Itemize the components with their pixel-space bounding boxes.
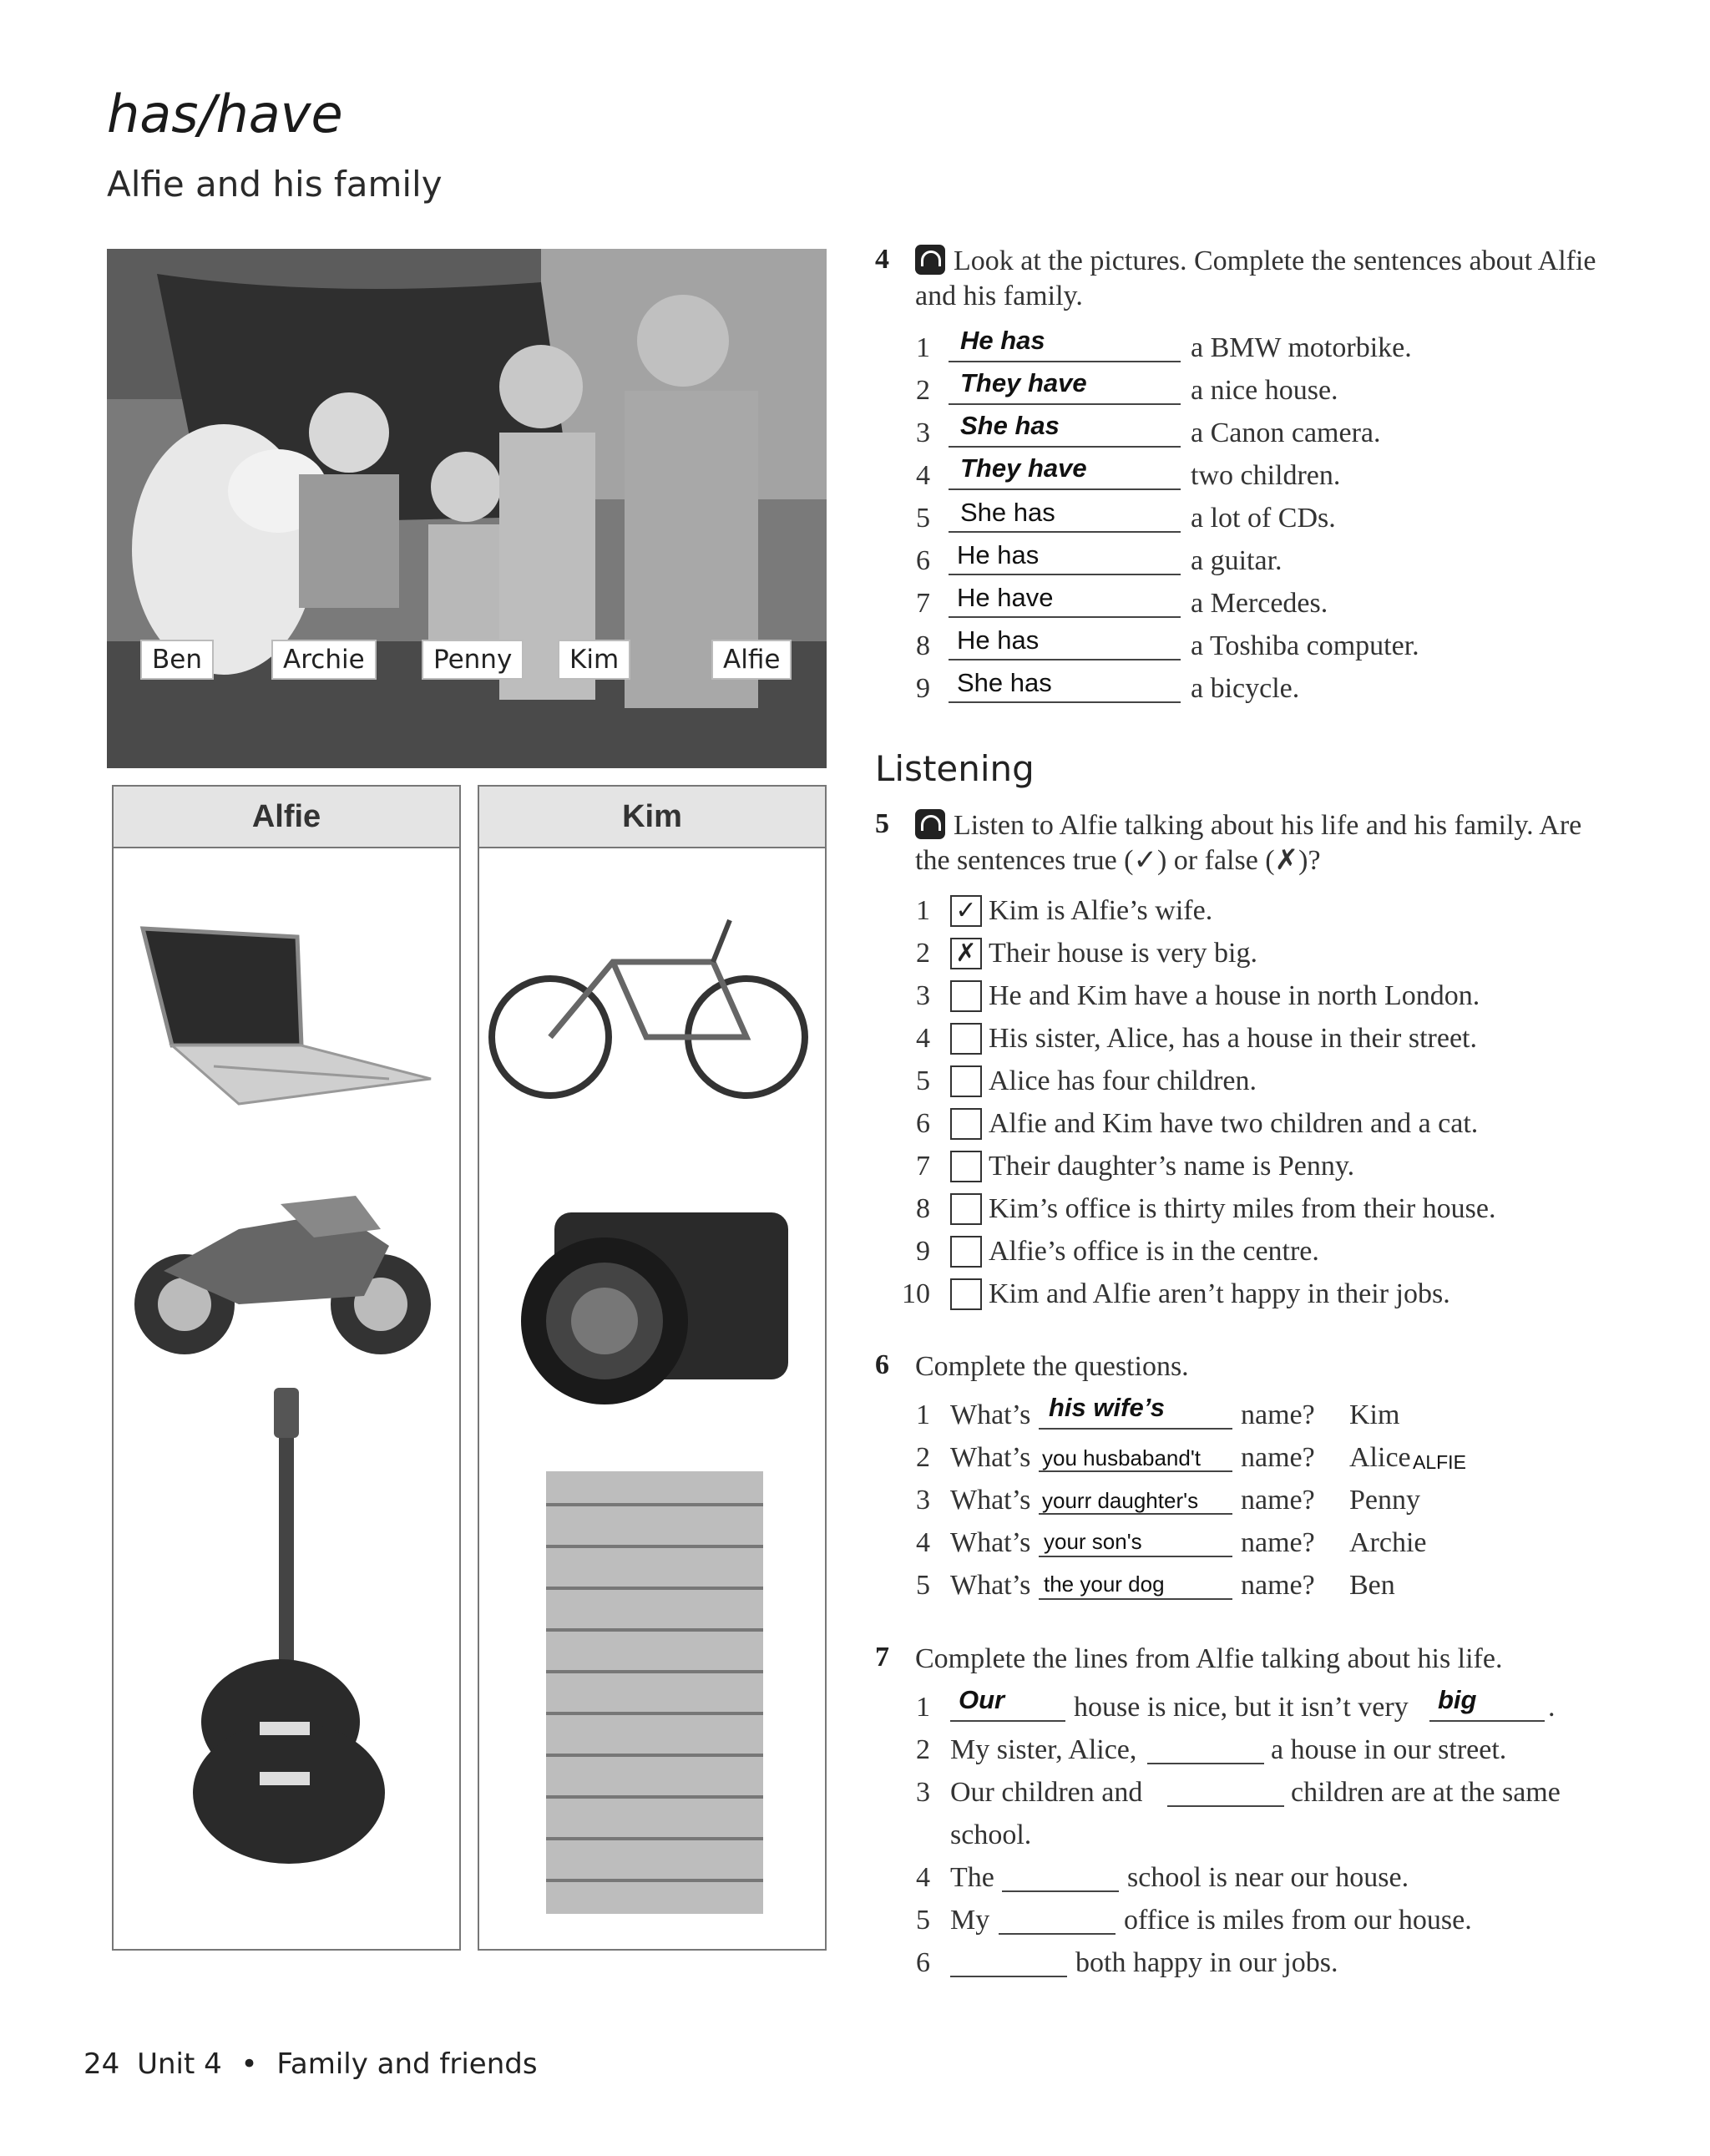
family-photo bbox=[107, 249, 827, 768]
true-false-checkbox[interactable] bbox=[950, 1065, 982, 1097]
ex7-number: 7 bbox=[875, 1642, 889, 1673]
ex6-number: 6 bbox=[875, 1349, 889, 1380]
true-false-checkbox[interactable] bbox=[950, 1236, 982, 1268]
bicycle-image bbox=[479, 895, 825, 1112]
ex7-answer-blank[interactable] bbox=[1167, 1772, 1284, 1807]
headphones-icon[interactable] bbox=[915, 245, 945, 275]
true-false-checkbox[interactable]: ✓ bbox=[950, 895, 982, 927]
true-false-checkbox[interactable] bbox=[950, 1108, 982, 1140]
footer-separator: • bbox=[240, 2047, 258, 2081]
laptop-image bbox=[114, 912, 459, 1112]
true-false-checkbox[interactable] bbox=[950, 1193, 982, 1225]
true-false-checkbox[interactable] bbox=[950, 1023, 982, 1055]
true-false-checkbox[interactable] bbox=[950, 1151, 982, 1182]
family-photo-drawing bbox=[107, 249, 827, 768]
camera-image bbox=[479, 1179, 825, 1413]
listening-heading: Listening bbox=[875, 748, 1035, 789]
photo-label-ben: Ben bbox=[140, 640, 214, 680]
alfie-items-panel bbox=[112, 785, 461, 1951]
ex7-answer-blank[interactable] bbox=[1002, 1857, 1119, 1892]
page-title: has/have bbox=[107, 84, 343, 144]
kim-items-panel bbox=[478, 785, 827, 1951]
photo-label-penny: Penny bbox=[422, 640, 524, 680]
true-false-checkbox[interactable] bbox=[950, 1278, 982, 1310]
guitar-image bbox=[114, 1371, 459, 1864]
motorbike-image bbox=[114, 1179, 459, 1371]
unit-label: Unit 4 bbox=[137, 2047, 222, 2081]
page-number: 24 bbox=[83, 2047, 120, 2081]
true-false-checkbox[interactable]: ✗ bbox=[950, 938, 982, 969]
page-subtitle: Alfie and his family bbox=[107, 164, 443, 205]
true-false-checkbox[interactable] bbox=[950, 980, 982, 1012]
topic-label: Family and friends bbox=[276, 2047, 538, 2081]
photo-label-kim: Kim bbox=[558, 640, 630, 680]
page-footer bbox=[83, 2047, 538, 2081]
cd-stack-image bbox=[479, 1471, 825, 1922]
ex7-instruction: Complete the lines from Alfie talking about his life. bbox=[915, 1643, 1503, 1674]
ex5-number: 5 bbox=[875, 808, 889, 839]
ex5-instruction: Listen to Alfie talking about his life and his family. Are the sentences true (✓) or false (✗)? bbox=[915, 810, 1582, 876]
ex7-answer-blank[interactable] bbox=[950, 1942, 1067, 1977]
ex4-number: 4 bbox=[875, 244, 889, 275]
photo-label-archie: Archie bbox=[271, 640, 377, 680]
handwritten-note: ALFIE bbox=[1413, 1451, 1466, 1473]
ex4-instruction: Look at the pictures. Complete the sentences about Alfie and his family. bbox=[915, 245, 1596, 311]
headphones-icon[interactable] bbox=[915, 809, 945, 839]
ex7-answer-blank[interactable] bbox=[999, 1900, 1116, 1935]
ex7-answer-blank[interactable] bbox=[1147, 1729, 1264, 1764]
kim-panel-title: Kim bbox=[479, 787, 825, 848]
photo-label-alfie: Alfie bbox=[711, 640, 792, 680]
alfie-panel-title: Alfie bbox=[114, 787, 459, 848]
ex6-instruction: Complete the questions. bbox=[915, 1351, 1189, 1382]
